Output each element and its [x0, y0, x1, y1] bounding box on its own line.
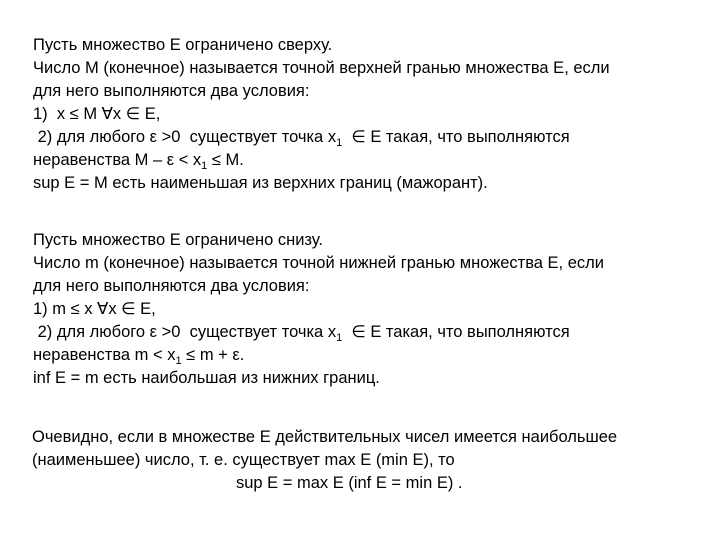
inf-line-2: Число m (конечное) называется точной нижней гранью множества E, если	[33, 254, 604, 272]
inf-line-1: Пусть множество E ограничено снизу.	[33, 231, 323, 249]
sup-condition-2-rest: ∈ E такая, что выполняются	[342, 128, 570, 146]
infimum-definition	[33, 229, 713, 390]
sup-condition-2-subscript: 1	[336, 137, 343, 149]
sup-summary: sup E = M есть наименьшая из верхних границ (мажорант).	[33, 174, 488, 192]
sup-line-3: для него выполняются два условия:	[33, 82, 310, 100]
inf-condition-2-subscript: 1	[336, 332, 343, 344]
inf-inequality-subscript: 1	[175, 355, 182, 367]
inf-condition-2-text: 2) для любого ε >0 существует точка x	[33, 323, 337, 341]
sup-inequality-subscript: 1	[201, 160, 208, 172]
inf-summary: inf E = m есть наибольшая из нижних границ.	[33, 369, 380, 387]
inf-condition-2-rest: ∈ E такая, что выполняются	[342, 323, 570, 341]
inf-condition-2	[33, 321, 713, 344]
inf-inequality	[33, 344, 713, 367]
sup-condition-2	[33, 126, 713, 149]
remark-line-2: (наименьшее) число, т. е. существует max E (min E), то	[32, 451, 455, 469]
inf-line-3: для него выполняются два условия:	[33, 277, 310, 295]
remark-formula: sup E = max E (inf E = min E) .	[236, 474, 463, 492]
inf-condition-1: 1) m ≤ x ∀x ∈ E,	[33, 300, 156, 318]
sup-inequality-text: неравенства M – ε < x	[33, 151, 202, 169]
sup-line-1: Пусть множество E ограничено сверху.	[33, 36, 333, 54]
inf-inequality-text: неравенства m < x	[33, 346, 176, 364]
inf-inequality-rest: ≤ m + ε.	[181, 346, 245, 364]
sup-condition-1: 1) x ≤ M ∀x ∈ E,	[33, 105, 161, 123]
supremum-definition	[33, 34, 713, 195]
sup-inequality-rest: ≤ M.	[207, 151, 244, 169]
sup-line-2: Число M (конечное) называется точной верхней гранью множества E, если	[33, 59, 610, 77]
sup-condition-2-text: 2) для любого ε >0 существует точка x	[33, 128, 337, 146]
sup-inequality	[33, 149, 713, 172]
remark-line-1: Очевидно, если в множестве E действительных чисел имеется наибольшее	[32, 428, 618, 446]
remark-paragraph	[32, 426, 712, 495]
